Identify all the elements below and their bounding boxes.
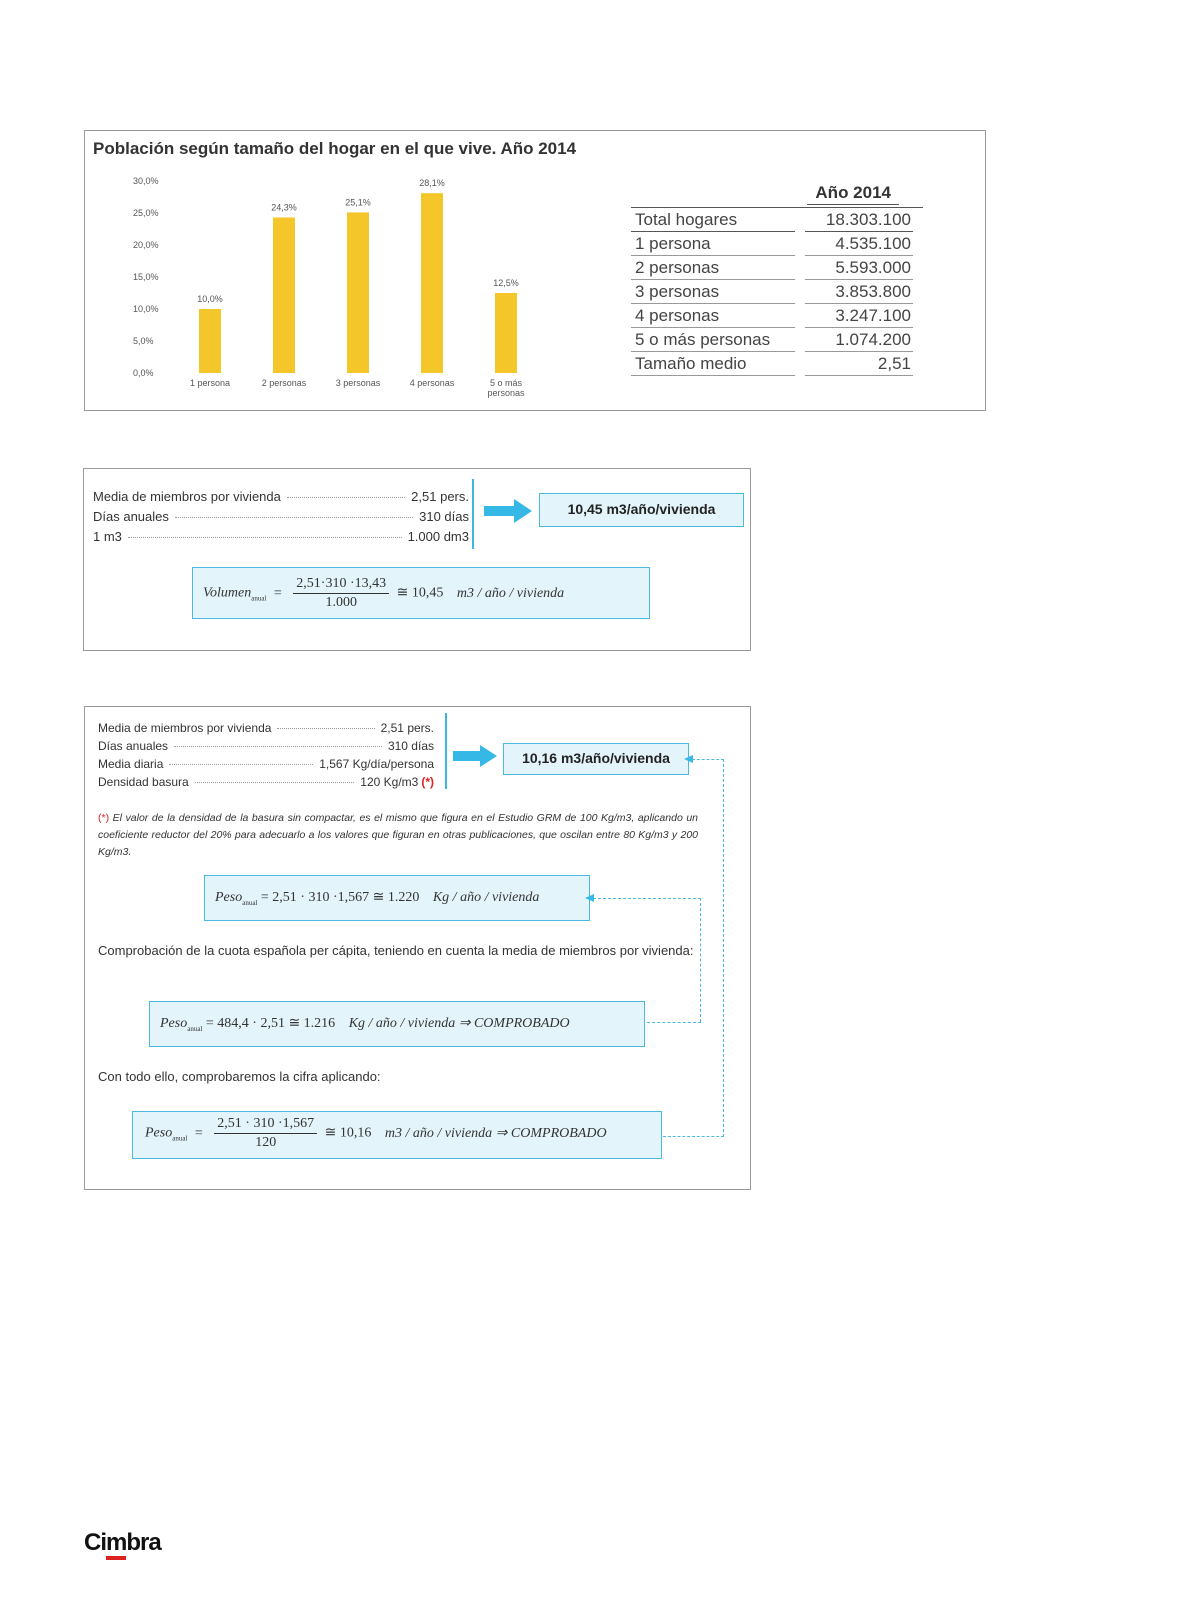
kv-key: Días anuales [93, 509, 169, 524]
data-label: 24,3% [271, 202, 297, 213]
formula-lhs: Peso [145, 1125, 173, 1141]
formula-lhs: Volumen [203, 585, 252, 601]
row-label: 5 o más personas [635, 330, 771, 349]
x-tick-label: 4 personas [409, 378, 455, 388]
kv-value: 1.000 dm3 [407, 529, 469, 544]
kv-row [98, 721, 434, 735]
density-note [98, 810, 698, 861]
y-tick-label: 5,0% [133, 336, 154, 346]
formula-units: m3 / año / vivienda [456, 585, 565, 601]
dashed-connector [593, 898, 701, 899]
chart-title: Población según tamaño del hogar en el que vive. Año 2014 [93, 139, 577, 158]
data-label: 25,1% [345, 197, 371, 208]
bar [421, 193, 443, 373]
formula-sub: anual [251, 594, 267, 603]
kv-value: 310 días [387, 739, 434, 753]
dashed-connector [692, 759, 724, 760]
dashed-connector [700, 898, 701, 1022]
check-paragraph: Comprobación de la cuota española per cápita, teniendo en cuenta la media de miembros por vivienda: [98, 943, 694, 958]
volume-formula [192, 567, 650, 619]
formula-units: Kg / año / vivienda ⇒ COMPROBADO [348, 1016, 570, 1031]
kv-value: 2,51 pers. [380, 721, 434, 735]
table-row [631, 256, 923, 280]
kv-row [98, 757, 434, 771]
kv-key: Media diaria [98, 757, 164, 771]
formula-expr: = 2,51 · 310 ·1,567 ≅ 1.220 [260, 890, 420, 905]
formula-sub: anual [187, 1024, 203, 1033]
formula-rhs: ≅ 10,45 [396, 585, 444, 601]
dashed-connector [723, 759, 724, 1137]
table-row [631, 207, 923, 232]
y-tick-label: 15,0% [133, 272, 159, 282]
formula-sub: anual [172, 1134, 188, 1143]
dashed-connector [647, 1022, 701, 1023]
formula-lhs: Peso [215, 890, 243, 905]
bar [273, 217, 295, 373]
formula-eq: = [273, 585, 282, 601]
formula-rhs: ≅ 10,16 [324, 1125, 372, 1141]
weight-panel [84, 706, 751, 1190]
kv-row [98, 739, 434, 753]
y-tick-label: 10,0% [133, 304, 159, 314]
arrowhead-icon [585, 893, 595, 903]
data-label: 28,1% [419, 178, 445, 189]
divider [472, 479, 474, 549]
kv-value: 1,567 Kg/día/persona [319, 757, 434, 771]
row-value: 3.853.800 [835, 282, 911, 301]
row-label: 2 personas [635, 258, 720, 277]
note-text: El valor de la densidad de la basura sin compactar, es el mismo que figura en el Estudio GRM de 100 Kg/m3, aplicando un coeficiente reductor del 20% para adecuarlo a los valores que figuran en otras publicaciones, que oscilan entre 80 Kg/m3 y 200 Kg/m3. [98, 812, 699, 858]
row-label: Tamaño medio [635, 354, 747, 373]
right-arrow-icon [484, 499, 532, 523]
conclusion-paragraph: Con todo ello, comprobaremos la cifra aplicando: [98, 1069, 381, 1084]
row-label: Total hogares [635, 210, 738, 229]
right-arrow-icon [453, 745, 497, 767]
row-value: 4.535.100 [835, 234, 911, 253]
bar [199, 309, 221, 373]
formula-eq: = [194, 1125, 203, 1141]
kv-key: Densidad basura [98, 775, 189, 789]
formula-numerator: 2,51·310 ·13,43 [293, 576, 389, 594]
bar [495, 293, 517, 373]
formula-units: Kg / año / vivienda [432, 890, 540, 905]
formula-expr: = 484,4 · 2,51 ≅ 1.216 [205, 1016, 336, 1031]
formula-units: m3 / año / vivienda ⇒ COMPROBADO [384, 1125, 607, 1141]
row-value: 2,51 [877, 354, 911, 373]
row-label: 1 persona [635, 234, 711, 253]
kv-row [93, 509, 469, 524]
y-tick-label: 0,0% [133, 368, 154, 378]
volume-result: 10,45 m3/año/vivienda [539, 493, 744, 527]
formula-denominator: 1.000 [325, 595, 357, 610]
household-size-panel [84, 130, 986, 411]
kv-row [93, 529, 469, 544]
weight-formula-2 [149, 1001, 645, 1047]
row-value: 3.247.100 [835, 306, 911, 325]
weight-formula-3 [132, 1111, 662, 1159]
volume-panel [83, 468, 751, 651]
x-tick-label: 3 personas [335, 378, 381, 388]
kv-row [98, 775, 434, 789]
dashed-connector [663, 1136, 724, 1137]
kv-key: Media de miembros por vivienda [98, 721, 272, 735]
kv-key: 1 m3 [93, 529, 122, 544]
row-label: 4 personas [635, 306, 720, 325]
weight-formula-1 [204, 875, 590, 921]
kv-key: Días anuales [98, 739, 169, 753]
row-value: 1.074.200 [835, 330, 911, 349]
kv-value: 120 Kg/m3 [360, 775, 419, 789]
row-label: 3 personas [635, 282, 720, 301]
table-header: Año 2014 [807, 183, 899, 205]
kv-row [93, 489, 469, 504]
kv-key: Media de miembros por vivienda [93, 489, 281, 504]
density-mark: (*) [421, 775, 434, 789]
data-label: 12,5% [493, 278, 519, 288]
formula-numerator: 2,51 · 310 ·1,567 [214, 1116, 317, 1134]
x-tick-label: 1 persona [189, 378, 231, 388]
x-tick-label: 5 o más [489, 378, 523, 388]
table-row [631, 232, 923, 256]
formula-lhs: Peso [160, 1016, 188, 1031]
households-table [631, 183, 923, 376]
x-tick-label: personas [487, 388, 525, 398]
row-value: 5.593.000 [835, 258, 911, 277]
y-tick-label: 25,0% [133, 208, 159, 218]
note-mark: (*) [98, 812, 110, 824]
data-label: 10,0% [197, 294, 223, 304]
x-tick-label: 2 personas [261, 378, 307, 388]
y-tick-label: 30,0% [133, 176, 159, 186]
weight-result: 10,16 m3/año/vivienda [503, 743, 689, 775]
bar-chart [115, 171, 545, 406]
table-row [631, 328, 923, 352]
table-row [631, 304, 923, 328]
y-tick-label: 20,0% [133, 240, 159, 250]
table-row [631, 280, 923, 304]
kv-value: 2,51 pers. [411, 489, 469, 504]
bar [347, 212, 369, 373]
formula-sub: anual [242, 898, 258, 907]
kv-value: 310 días [419, 509, 469, 524]
divider [445, 713, 447, 789]
table-row [631, 352, 923, 376]
formula-denominator: 120 [255, 1135, 277, 1150]
cimbra-logo: Cimbra [84, 1529, 161, 1557]
arrowhead-icon [684, 754, 694, 764]
row-value: 18.303.100 [825, 210, 911, 229]
